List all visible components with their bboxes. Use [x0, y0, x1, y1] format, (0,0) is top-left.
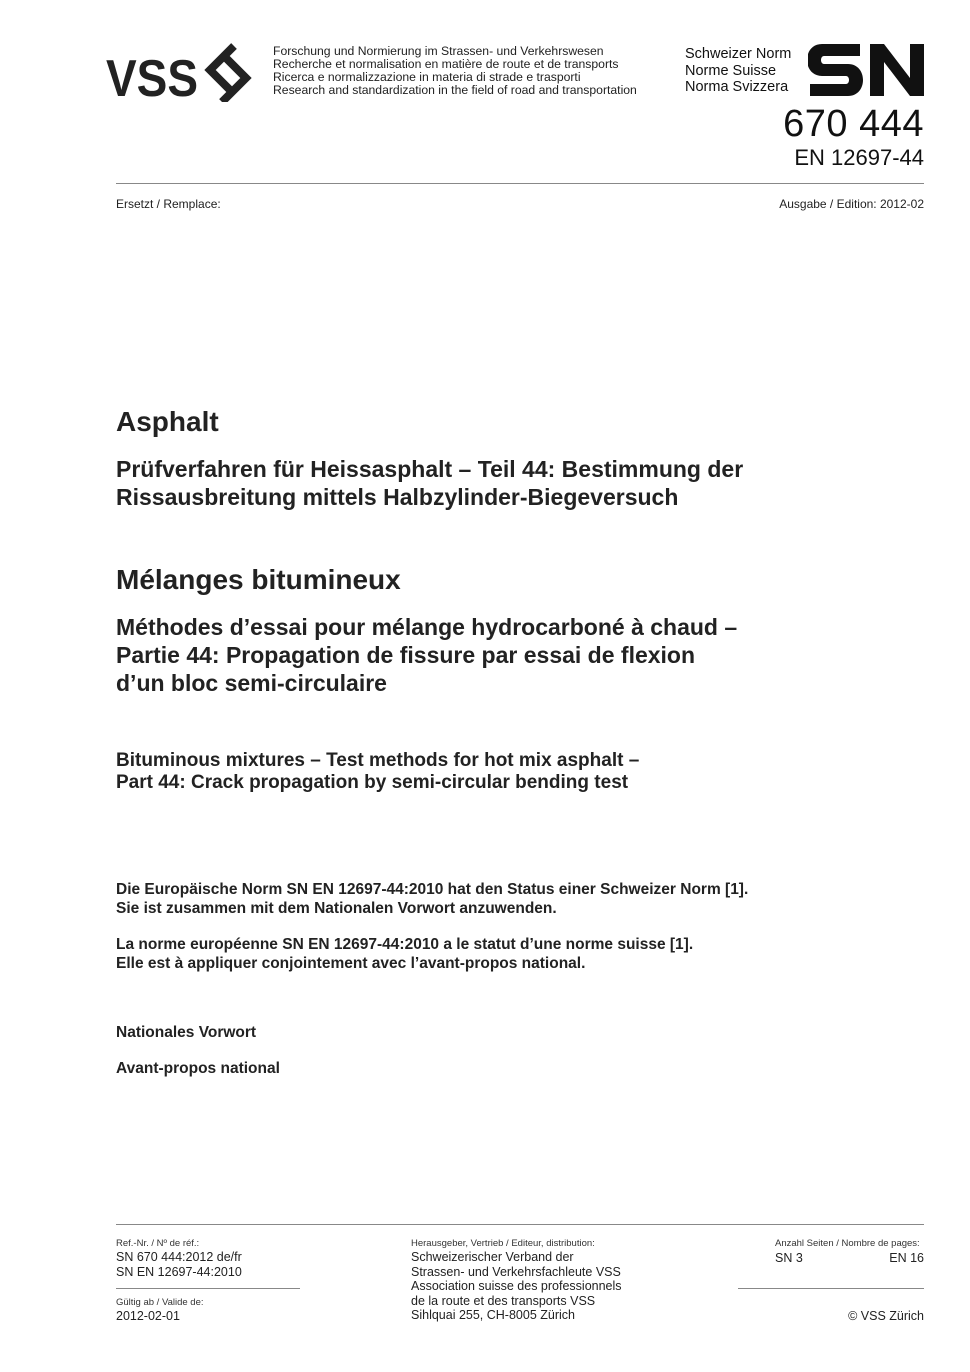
status-de-line: Sie ist zusammen mit dem Nationalen Vorwort anzuwenden.: [116, 899, 557, 917]
title-fr-sub-line: d’un bloc semi-circulaire: [116, 670, 387, 696]
vss-logo-chevron-left: [210, 46, 234, 94]
copyright: © VSS Zürich: [848, 1309, 924, 1323]
replaces-label: Ersetzt / Remplace:: [116, 197, 221, 211]
publisher-line: Association suisse des professionnels: [411, 1279, 622, 1293]
ref-value: SN 670 444:2012 de/fr: [116, 1250, 242, 1264]
vss-logo-chevron-right: [222, 54, 246, 102]
title-de-sub-line: Prüfverfahren für Heissasphalt – Teil 44: Bestimmung der: [116, 456, 744, 482]
status-fr-line: Elle est à appliquer conjointement avec l’avant-propos national.: [116, 954, 586, 972]
title-fr-sub: [116, 613, 896, 697]
norm-label-block: [685, 46, 791, 96]
vss-logo-text: VSS: [106, 50, 198, 102]
foreword-de: Nationales Vorwort: [116, 1024, 257, 1041]
title-de-sub-line: Rissausbreitung mittels Halbzylinder-Biegeversuch: [116, 484, 679, 510]
footer-pages-divider: [738, 1288, 924, 1289]
edition-label: Ausgabe / Edition: 2012-02: [779, 197, 924, 211]
status-de-line: Die Europäische Norm SN EN 12697-44:2010 hat den Status einer Schweizer Norm [1].: [116, 881, 749, 898]
org-line-it: Ricerca e normalizzazione in materia di strade e trasporti: [273, 70, 581, 84]
title-de-main: Asphalt: [116, 406, 219, 437]
en-number: EN 12697-44: [794, 145, 924, 170]
status-de: [116, 881, 748, 918]
title-de-sub: [116, 455, 896, 511]
status-fr: [116, 936, 693, 973]
organization-description: [273, 45, 637, 97]
org-line-de: Forschung und Normierung im Strassen- und Verkehrswesen: [273, 44, 604, 58]
title-fr-sub-line: Partie 44: Propagation de fissure par essai de flexion: [116, 642, 696, 668]
footer-divider: [116, 1224, 924, 1225]
pages-en: EN 16: [889, 1251, 924, 1265]
publisher-label: Herausgeber, Vertrieb / Editeur, distribution:: [411, 1238, 595, 1249]
footer-ref-divider: [116, 1288, 300, 1289]
norm-label-fr: Norme Suisse: [685, 62, 777, 79]
ref-label: Ref.-Nr. / Nº de réf.:: [116, 1238, 200, 1249]
footer-validity: [116, 1297, 204, 1324]
publisher-line: Strassen- und Verkehrsfachleute VSS: [411, 1264, 621, 1279]
title-fr-sub-line: Méthodes d’essai pour mélange hydrocarboné à chaud –: [116, 614, 738, 640]
org-line-fr: Recherche et normalisation en matière de route et de transports: [273, 57, 619, 71]
title-fr-main: Mélanges bitumineux: [116, 564, 401, 595]
vss-logo: [106, 42, 266, 102]
pages-sn: SN 3: [775, 1251, 803, 1265]
foreword-fr: Avant-propos national: [116, 1060, 280, 1077]
standard-number: 670 444: [783, 103, 924, 145]
pages-label: Anzahl Seiten / Nombre de pages:: [775, 1238, 920, 1249]
title-en: [116, 750, 639, 794]
norm-label-de: Schweizer Norm: [685, 46, 792, 62]
status-fr-line: La norme européenne SN EN 12697-44:2010 a le statut d’une norme suisse [1].: [116, 936, 694, 953]
publisher-line: de la route et des transports VSS: [411, 1293, 596, 1308]
ref-value: SN EN 12697-44:2010: [116, 1264, 242, 1279]
sn-logo-n: [870, 44, 924, 96]
header-divider: [116, 183, 924, 184]
title-en-line: Bituminous mixtures – Test methods for hot mix asphalt –: [116, 750, 640, 771]
title-en-line: Part 44: Crack propagation by semi-circular bending test: [116, 772, 629, 793]
org-line-en: Research and standardization in the field of road and transportation: [273, 83, 637, 97]
valid-value: 2012-02-01: [116, 1309, 180, 1323]
sn-logo: [808, 44, 926, 96]
norm-label-it: Norma Svizzera: [685, 79, 789, 95]
publisher-line: Sihlquai 255, CH-8005 Zürich: [411, 1308, 575, 1322]
valid-label: Gültig ab / Valide de:: [116, 1297, 204, 1308]
sn-logo-s: [808, 44, 863, 96]
footer-reference: [116, 1238, 242, 1279]
publisher-line: Schweizerischer Verband der: [411, 1250, 574, 1264]
footer-publisher: [411, 1238, 622, 1323]
